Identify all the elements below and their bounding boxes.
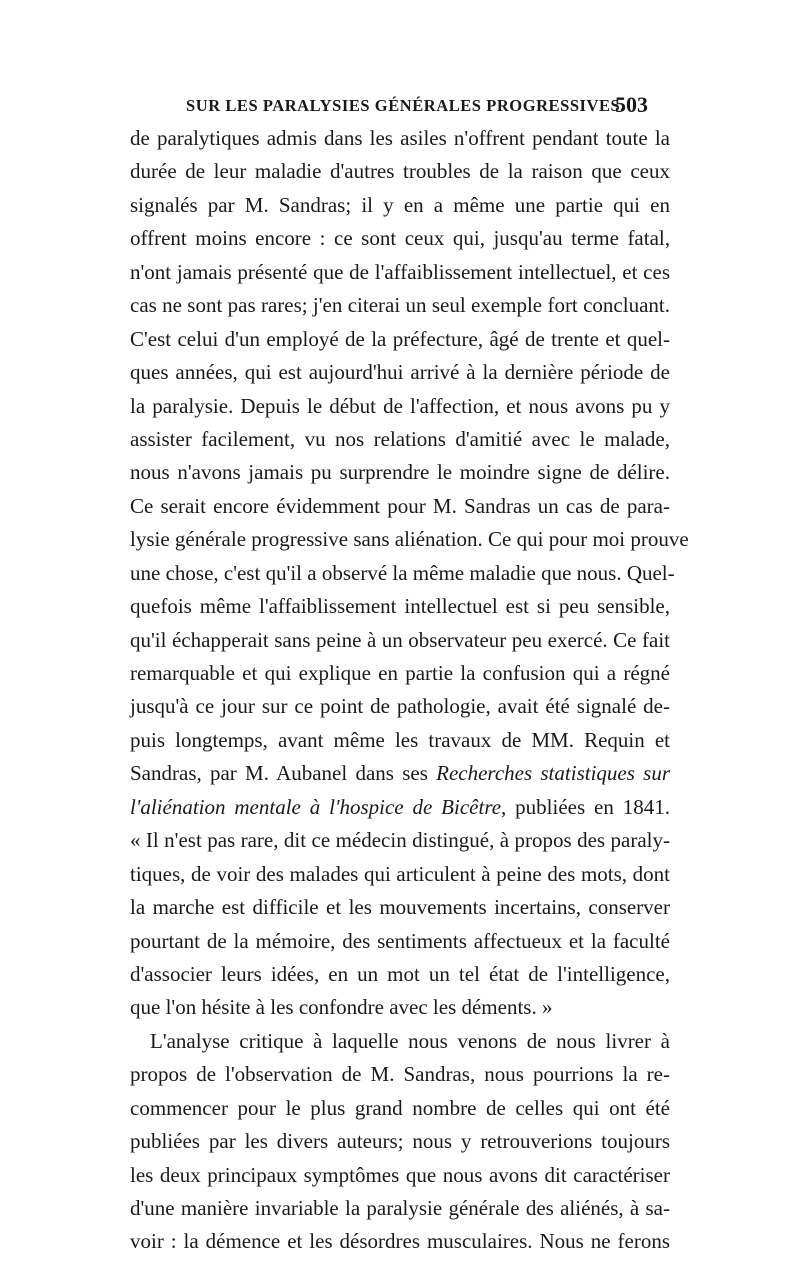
- text-line: les deux principaux symptômes que nous avons dit caractériser: [130, 1162, 670, 1187]
- text-segment: , publiées en 1841.: [501, 794, 670, 819]
- text-line: C'est celui d'un employé de la préfecture, âgé de trente et quel-: [130, 326, 670, 351]
- text-line: voir : la démence et les désordres musculaires. Nous ne ferons: [130, 1229, 670, 1254]
- text-line: qu'il échapperait sans peine à un observateur peu exercé. Ce fait: [130, 627, 670, 652]
- text-line: propos de l'observation de M. Sandras, nous pourrions la re-: [130, 1062, 670, 1087]
- paragraph-first-line: L'analyse critique à laquelle nous venons de nous livrer à: [150, 1028, 670, 1053]
- page-number: 503: [615, 92, 648, 117]
- text-line: Ce serait encore évidemment pour M. Sandras un cas de para-: [130, 493, 670, 518]
- text-line-with-citation: [130, 757, 670, 790]
- text-segment: Sandras, par M. Aubanel dans ses: [130, 761, 428, 786]
- text-line: ques années, qui est aujourd'hui arrivé à la dernière période de: [130, 360, 670, 385]
- text-line: assister facilement, vu nos relations d'amitié avec le malade,: [130, 426, 670, 451]
- quote-line: tiques, de voir des malades qui articulent à peine des mots, dont: [130, 861, 670, 886]
- citation-title: Recherches statistiques sur: [436, 761, 670, 786]
- body-text: [130, 122, 689, 1259]
- citation-title: l'aliénation mentale à l'hospice de Bicêtre: [130, 794, 502, 819]
- text-line: commencer pour le plus grand nombre de celles qui ont été: [130, 1095, 670, 1120]
- text-line: lysie générale progressive sans aliénation. Ce qui pour moi prouve: [130, 527, 689, 552]
- text-line: quefois même l'affaiblissement intellectuel est si peu sensible,: [130, 594, 670, 619]
- text-line-with-citation: [130, 791, 670, 824]
- text-line: n'ont jamais présenté que de l'affaiblissement intellectuel, et ces: [130, 259, 670, 284]
- text-line: publiées par les divers auteurs; nous y retrouverions toujours: [130, 1129, 670, 1154]
- quote-line: pourtant de la mémoire, des sentiments affectueux et la faculté: [130, 928, 670, 953]
- text-line: d'une manière invariable la paralysie générale des aliénés, à sa-: [130, 1196, 670, 1220]
- quote-line: « Il n'est pas rare, dit ce médecin distingué, à propos des paraly-: [130, 828, 670, 853]
- text-line: puis longtemps, avant même les travaux de MM. Requin et: [130, 727, 670, 752]
- text-line: cas ne sont pas rares; j'en citerai un seul exemple fort concluant.: [130, 293, 670, 318]
- text-line: la paralysie. Depuis le début de l'affection, et nous avons pu y: [130, 393, 670, 418]
- text-line: remarquable et qui explique en partie la confusion qui a régné: [130, 661, 670, 685]
- text-line: offrent moins encore : ce sont ceux qui, jusqu'au terme fatal,: [130, 226, 670, 251]
- quote-line: la marche est difficile et les mouvements incertains, conserver: [130, 895, 670, 920]
- running-title: SUR LES PARALYSIES GÉNÉRALES PROGRESSIVES.: [186, 96, 625, 115]
- quote-line: d'associer leurs idées, en un mot un tel état de l'intelligence,: [130, 961, 670, 986]
- running-head: [186, 90, 654, 120]
- text-line: de paralytiques admis dans les asiles n'offrent pendant toute la: [130, 126, 670, 150]
- text-line: jusqu'à ce jour sur ce point de pathologie, avait été signalé de-: [130, 694, 670, 719]
- text-line: signalés par M. Sandras; il y en a même une partie qui en: [130, 192, 670, 217]
- quote-line: que l'on hésite à les confondre avec les déments. »: [130, 995, 553, 1020]
- text-line: durée de leur maladie d'autres troubles de la raison que ceux: [130, 159, 670, 184]
- text-line: une chose, c'est qu'il a observé la même maladie que nous. Quel-: [130, 560, 675, 585]
- text-line: nous n'avons jamais pu surprendre le moindre signe de délire.: [130, 460, 670, 485]
